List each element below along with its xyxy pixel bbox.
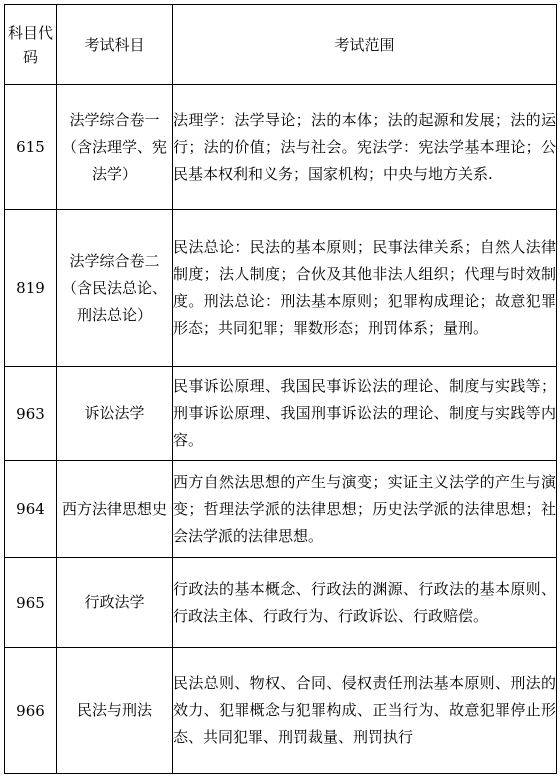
row-code: 965 xyxy=(5,558,57,648)
row-code: 963 xyxy=(5,367,57,461)
row-code: 819 xyxy=(5,210,57,367)
table-row xyxy=(5,558,557,648)
row-subject: 行政法学 xyxy=(57,558,173,648)
row-code: 964 xyxy=(5,461,57,558)
row-scope: 民法总则、物权、合同、侵权责任刑法基本原则、刑法的效力、犯罪概念与犯罪构成、正当行为、故意犯罪停止形态、共同犯罪、刑罚裁量、刑罚执行 xyxy=(173,648,557,774)
header-subject: 考试科目 xyxy=(57,5,173,85)
row-subject: 民法与刑法 xyxy=(57,648,173,774)
header-code: 科目代码 xyxy=(5,5,57,85)
row-code: 615 xyxy=(5,85,57,210)
exam-scope-table xyxy=(4,4,557,774)
row-scope: 行政法的基本概念、行政法的渊源、行政法的基本原则、行政法主体、行政行为、行政诉讼、行政赔偿。 xyxy=(173,558,557,648)
row-scope: 民法总论：民法的基本原则；民事法律关系；自然人法律制度；法人制度；合伙及其他非法人组织；代理与时效制度。刑法总论：刑法基本原则；犯罪构成理论；故意犯罪形态；共同犯罪；罪数形态；刑罚体系；量刑。 xyxy=(173,210,557,367)
row-scope: 西方自然法思想的产生与演变；实证主义法学的产生与演变；哲理法学派的法律思想；历史法学派的法律思想；社会法学派的法律思想。 xyxy=(173,461,557,558)
table-header-row xyxy=(5,5,557,85)
header-scope: 考试范围 xyxy=(173,5,557,85)
table-row xyxy=(5,461,557,558)
table-row xyxy=(5,85,557,210)
table-row xyxy=(5,367,557,461)
row-scope: 民事诉讼原理、我国民事诉讼法的理论、制度与实践等；刑事诉讼原理、我国刑事诉讼法的理论、制度与实践等内容。 xyxy=(173,367,557,461)
row-subject: 法学综合卷一（含法理学、宪法学） xyxy=(57,85,173,210)
row-scope: 法理学：法学导论；法的本体；法的起源和发展；法的运行；法的价值；法与社会。宪法学：宪法学基本理论；公民基本权利和义务；国家机构；中央与地方关系. xyxy=(173,85,557,210)
row-subject: 诉讼法学 xyxy=(57,367,173,461)
row-subject: 法学综合卷二（含民法总论、刑法总论） xyxy=(57,210,173,367)
row-code: 966 xyxy=(5,648,57,774)
table-row xyxy=(5,210,557,367)
table-row xyxy=(5,648,557,774)
row-subject: 西方法律思想史 xyxy=(57,461,173,558)
